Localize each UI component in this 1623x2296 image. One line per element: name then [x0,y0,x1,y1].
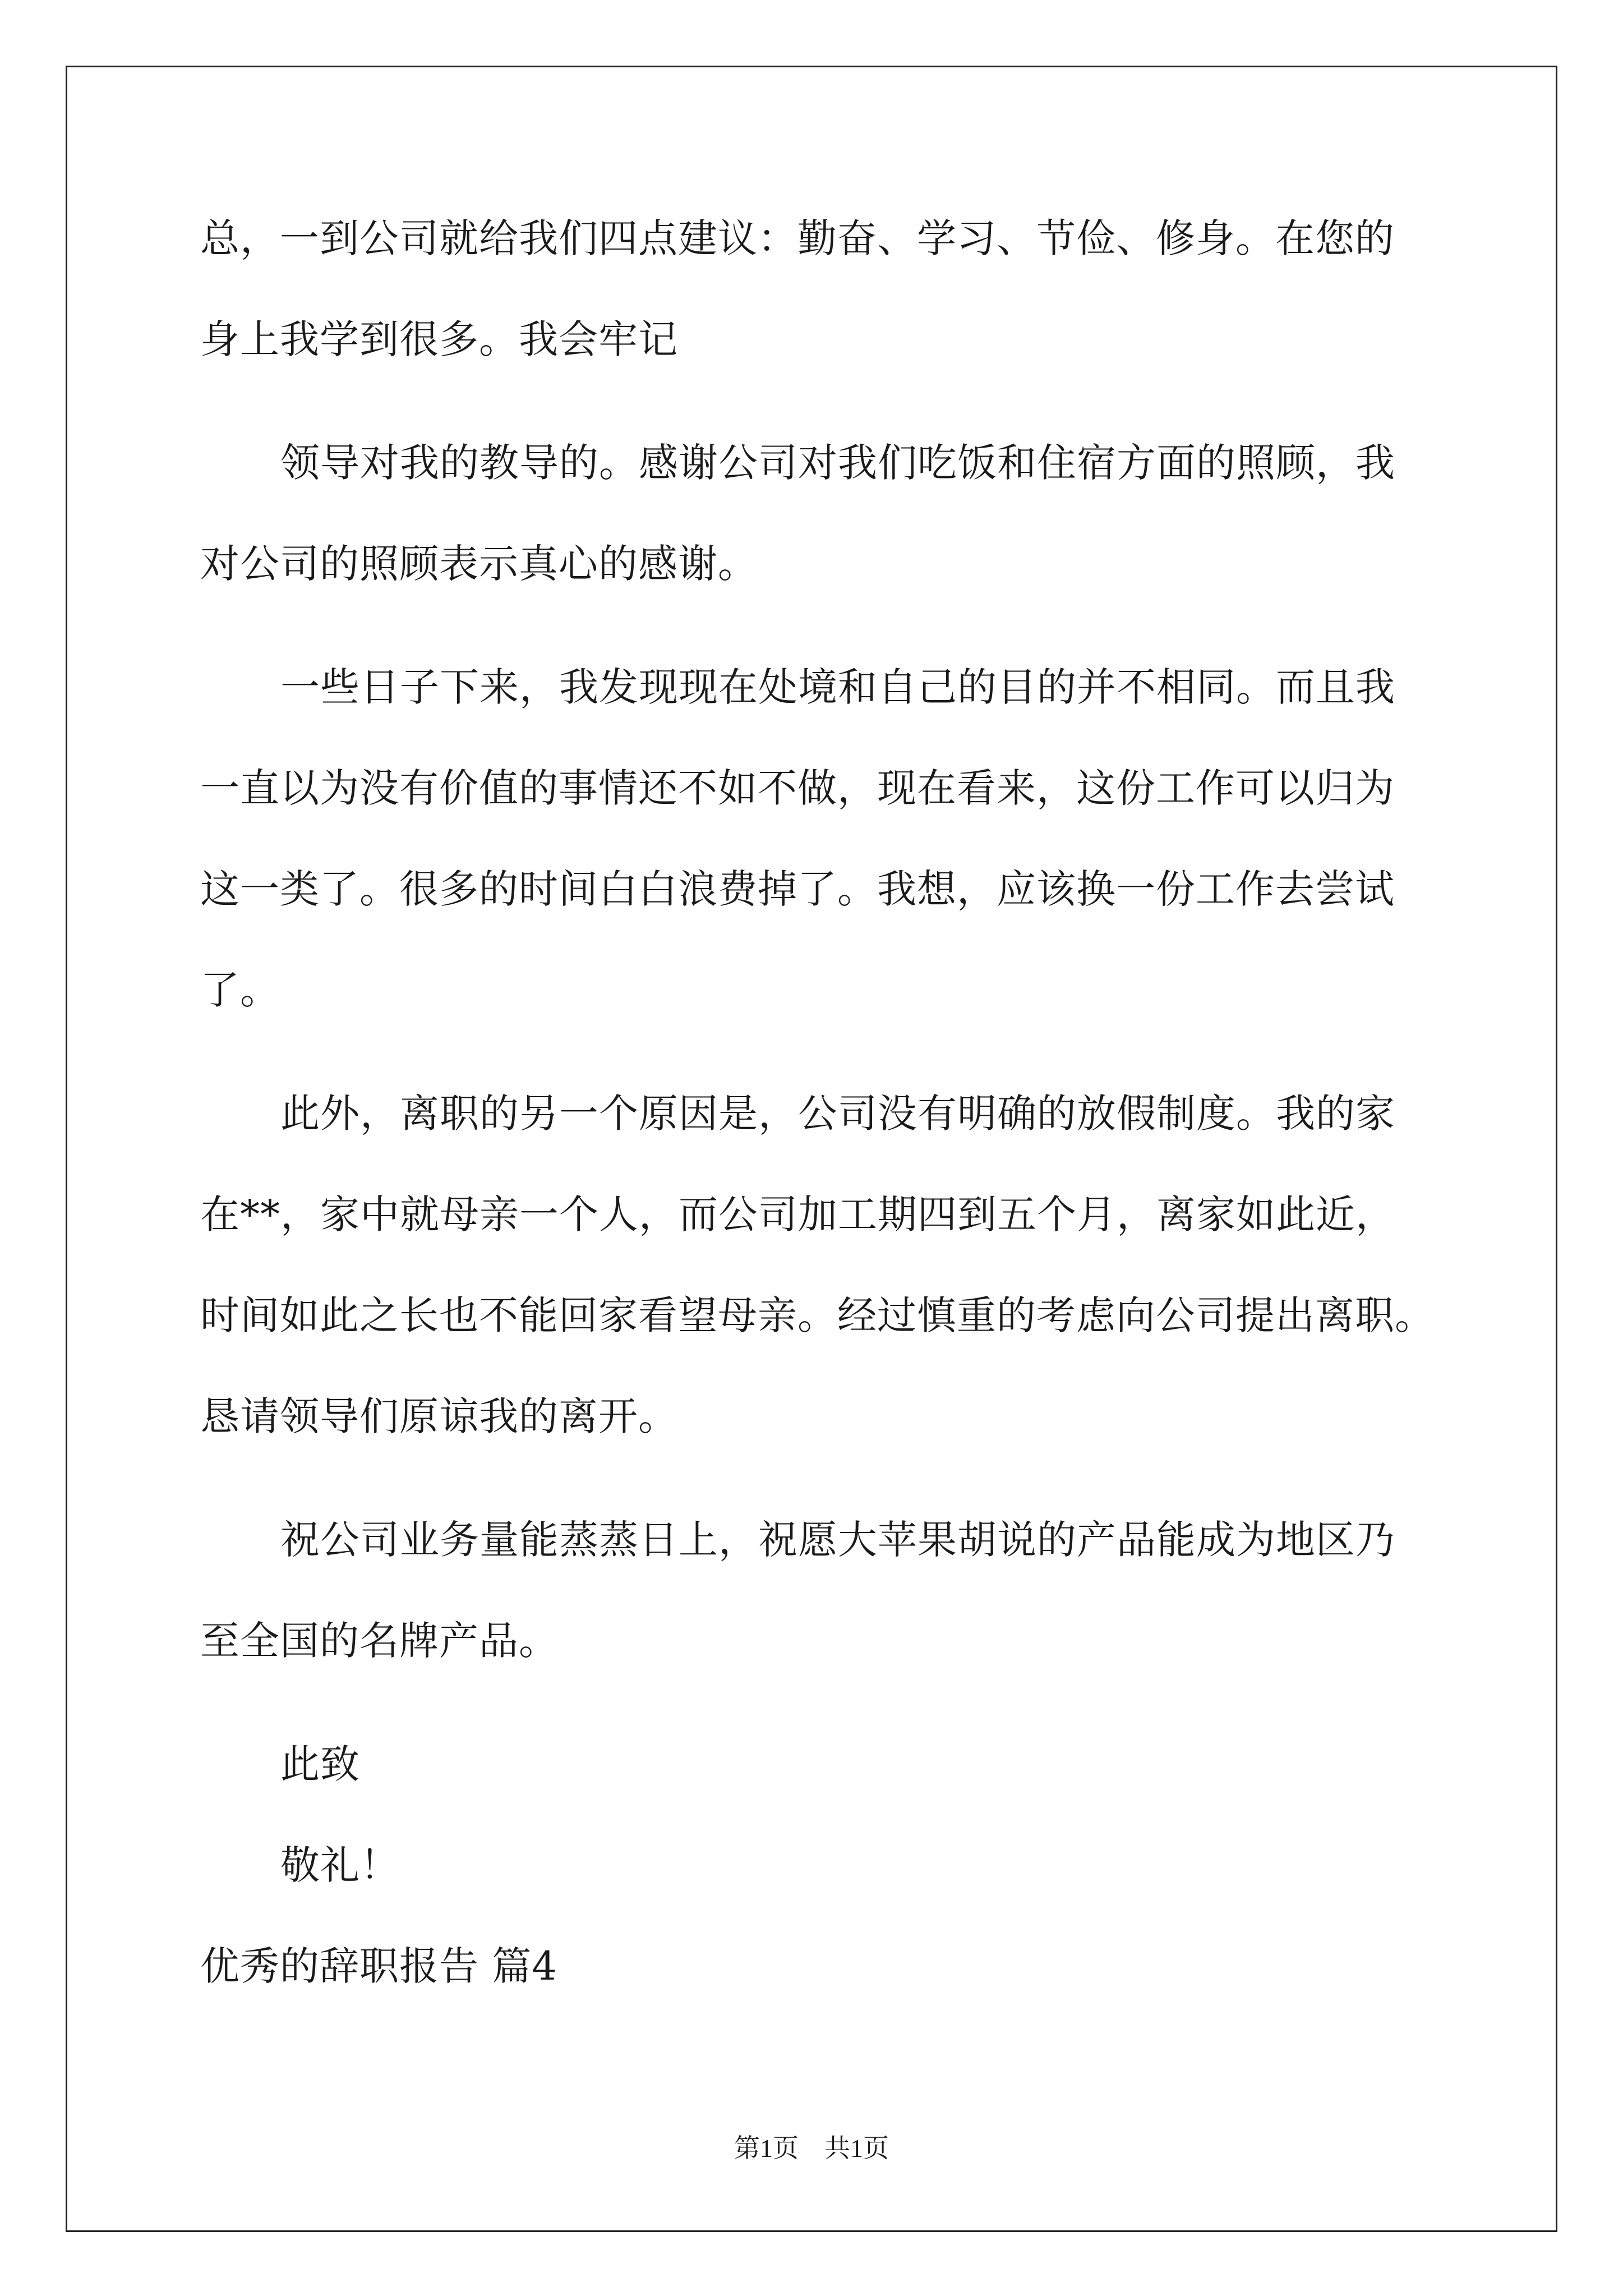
body-line: 一直以为没有价值的事情还不如不做，现在看来，这份工作可以归为 [200,765,1395,811]
body-line: 总，一到公司就给我们四点建议：勤奋、学习、节俭、修身。在您的 [200,215,1395,261]
body-line: 此外，离职的另一个原因是，公司没有明确的放假制度。我的家 [280,1091,1395,1137]
closing-regards: 敬礼！ [280,1842,400,1888]
page-number: 第1页 共1页 [734,2134,889,2162]
body-line: 至全国的名牌产品。 [200,1618,559,1664]
body-line: 祝公司业务量能蒸蒸日上，祝愿大苹果胡说的产品能成为地区乃 [280,1517,1395,1563]
body-line: 时间如此之长也不能回家看望母亲。经过慎重的考虑向公司提出离职。 [200,1292,1435,1338]
body-line: 身上我学到很多。我会牢记 [200,316,678,362]
body-line: 了。 [200,967,280,1013]
body-line: 对公司的照顾表示真心的感谢。 [200,541,758,587]
section-heading: 优秀的辞职报告 篇4 [200,1943,557,1989]
closing-salutation: 此致 [280,1741,360,1787]
page-border [66,66,1557,2232]
body-line: 这一类了。很多的时间白白浪费掉了。我想，应该换一份工作去尝试 [200,866,1395,912]
body-line: 恳请领导们原谅我的离开。 [200,1393,678,1439]
body-line: 一些日子下来，我发现现在处境和自己的目的并不相同。而且我 [280,664,1395,710]
body-line: 领导对我的教导的。感谢公司对我们吃饭和住宿方面的照顾，我 [280,440,1395,486]
body-line: 在**，家中就母亲一个人，而公司加工期四到五个月，离家如此近， [200,1191,1395,1237]
